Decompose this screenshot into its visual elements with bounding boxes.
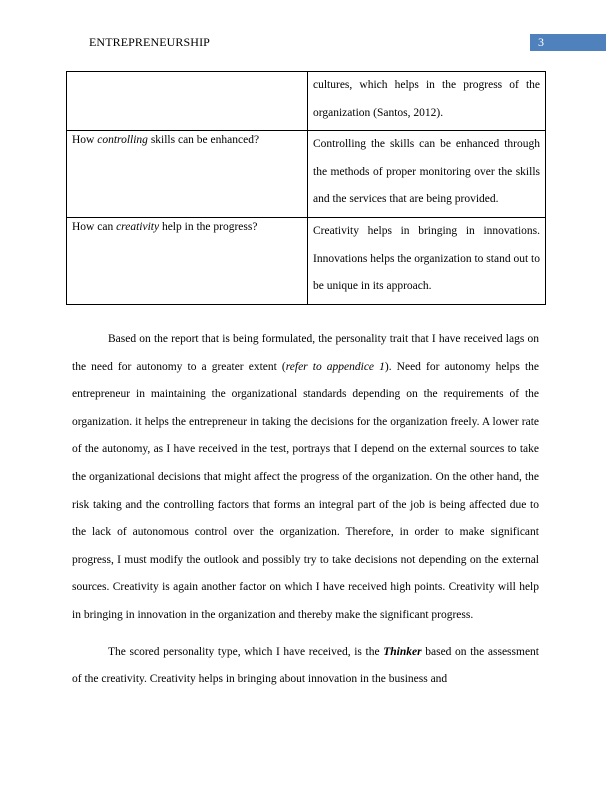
answer-cell: Controlling the skills can be enhanced through the methods of proper monitoring over the skills and the services that are being provided. [308,131,546,218]
table-row [67,72,546,131]
question-cell [67,217,308,304]
question-cell [67,131,308,218]
answer-cell: cultures, which helps in the progress of the organization (Santos, 2012). [308,72,546,131]
question-text: skills can be enhanced? [147,134,260,147]
question-cell [67,72,308,131]
answer-cell: Creativity helps in bringing in innovations. Innovations helps the organization to stand out to be unique in its approach. [308,217,546,304]
question-answer-table [66,71,546,305]
paragraph-text: The scored personality type, which I have received, is the [108,645,384,658]
question-text: help in the progress? [159,220,258,233]
table-row [67,217,546,304]
paragraph-autonomy [72,326,539,630]
question-emphasis: controlling [97,134,148,147]
personality-type-emphasis: Thinker [383,645,422,658]
paragraph-text: based on the assessment of the creativity. Creativity helps in bringing about innovation in the business and [72,645,539,686]
question-text: How can [72,220,117,233]
running-header-title: ENTREPRENEURSHIP [89,35,210,49]
paragraph-personality-type [72,639,539,694]
table-row [67,131,546,218]
question-emphasis: creativity [116,220,160,233]
appendix-reference: refer to appendice 1 [285,360,385,373]
question-text: How [72,134,98,147]
page-number: 3 [530,34,606,51]
body-text [72,326,539,703]
paragraph-text: Based on the report that is being formulated, the personality trait that I have received lags on the need for autonomy to a greater extent ( [72,333,539,373]
paragraph-text: ). Need for autonomy helps the entrepreneur in maintaining the organizational standards depending on the requirements of the organization. it helps the entrepreneur in taking the decisions for the organization freely. A lower rate of the autonomy, as I have received in the test, portrays that I depend on the external sources to take the organizational decisions that might affect the progress of the organization. On the other hand, the risk taking and the controlling factors that forms an integral part of the job is being affected due to the lack of autonomous control over the organization. Therefore, in order to make significant progress, I must modify the outlook and possibly try to take decisions not depending on the external sources. Creativity is again another factor on which I have received high points. Creativity will help in bringing in innovation in the organization and thereby make the significant progress. [72,360,539,621]
